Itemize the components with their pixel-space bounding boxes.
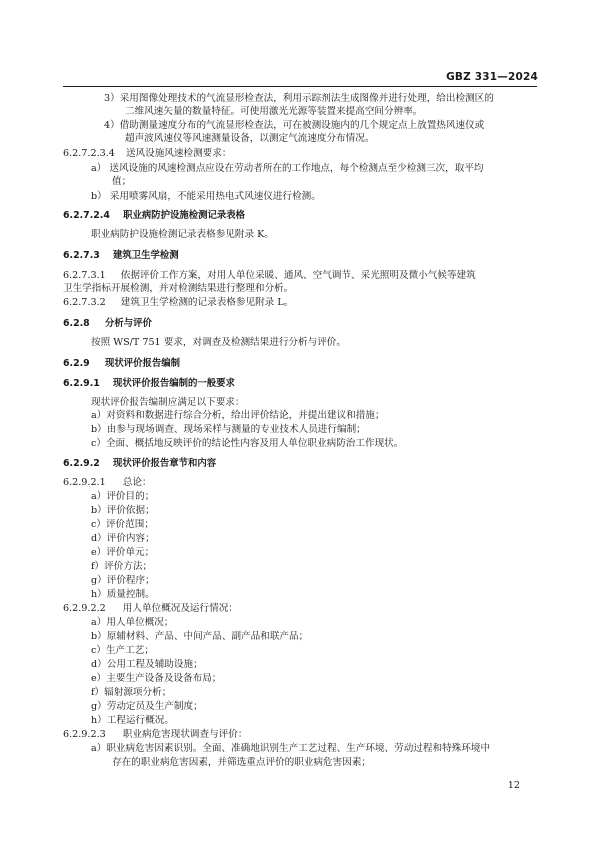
section-title: 分析与评价 bbox=[104, 318, 152, 329]
list-item: f）辐射源项分析； bbox=[91, 687, 172, 698]
list-item: e）主要生产设备及设备布局； bbox=[91, 673, 222, 684]
section-heading bbox=[63, 378, 235, 390]
standard-code: GBZ 331—2024 bbox=[446, 71, 538, 83]
clause-title: 总论： bbox=[122, 477, 152, 488]
list-item: e）评价单元； bbox=[91, 547, 155, 558]
list-item: f）评价方法； bbox=[91, 561, 153, 572]
list-item: a）对资料和数据进行综合分析，给出评价结论，并提出建议和措施； bbox=[91, 410, 385, 421]
list-item: g）评价程序； bbox=[91, 575, 155, 586]
section-number: 6.2.9 bbox=[63, 358, 90, 369]
paragraph: 按照 WS/T 751 要求，对调查及检测结果进行分析与评价。 bbox=[91, 337, 346, 348]
clause-heading bbox=[63, 148, 231, 160]
section-number: 6.2.8 bbox=[63, 318, 90, 329]
clause-number: 6.2.7.2.3.4 bbox=[63, 148, 115, 159]
list-item-continuation: 超声波风速仪等风速测量设备，以测定气流速度分布情况。 bbox=[125, 133, 375, 144]
list-item: b）由参与现场调查、现场采样与测量的专业技术人员进行编制； bbox=[91, 424, 366, 435]
clause-heading bbox=[63, 477, 152, 489]
section-number: 6.2.9.2 bbox=[63, 458, 100, 469]
list-item: c）生产工艺； bbox=[91, 645, 154, 656]
section-heading bbox=[63, 318, 152, 330]
clause-number: 6.2.9.2.3 bbox=[63, 729, 106, 740]
clause-continuation: 卫生学指标开展检测，并对检测结果进行整理和分析。 bbox=[63, 283, 294, 294]
section-number: 6.2.7.2.4 bbox=[63, 210, 110, 221]
section-title: 建筑卫生学检测 bbox=[113, 250, 179, 261]
clause bbox=[63, 270, 476, 282]
clause-title: 用人单位概况及运行情况： bbox=[122, 603, 238, 614]
clause-title: 职业病危害现状调查与评价： bbox=[122, 729, 248, 740]
section-title: 现状评价报告编制 bbox=[104, 358, 180, 369]
section-number: 6.2.7.3 bbox=[63, 250, 100, 261]
list-item-continuation: 二维风速矢量的数量特征。可使用激光光源等装置来提高空间分辨率。 bbox=[125, 106, 423, 117]
clause bbox=[63, 297, 293, 309]
clause-number: 6.2.7.3.2 bbox=[63, 297, 106, 308]
list-item: a）职业病危害因素识别。全面、准确地识别生产工艺过程、生产环境、劳动过程和特殊环境中 bbox=[91, 743, 491, 754]
paragraph: 现状评价报告编制应满足以下要求： bbox=[91, 397, 245, 408]
section-number: 6.2.9.1 bbox=[63, 378, 100, 389]
list-item: a） 送风设施的风速检测点应设在劳动者所在的工作地点，每个检测点至少检测三次，取平均 bbox=[91, 163, 484, 174]
list-item: 3）采用图像处理技术的气流显形检查法，利用示踪剂法生成图像并进行处理，给出检测区的 bbox=[104, 93, 494, 104]
list-item: b）评价依据； bbox=[91, 505, 155, 516]
list-item: h）质量控制。 bbox=[91, 589, 155, 600]
list-item: a）用人单位概况； bbox=[91, 617, 174, 628]
clause-text: 依据评价工作方案，对用人单位采暖、通风、空气调节、采光照明及微小气候等建筑 bbox=[120, 270, 476, 281]
clause-title: 送风设施风速检测要求： bbox=[125, 148, 232, 159]
section-heading bbox=[63, 358, 180, 370]
list-item: b） 采用喷雾风扇，不能采用热电式风速仪进行检测。 bbox=[91, 191, 321, 202]
clause-heading bbox=[63, 603, 238, 615]
page-number: 12 bbox=[507, 780, 520, 791]
list-item: 4）借助测量速度分布的气流显形检查法，可在被测设施内的几个规定点上放置热风速仪或 bbox=[104, 120, 485, 131]
list-item: h）工程运行概况。 bbox=[91, 715, 174, 726]
list-item: c）全面、概括地反映评价的结论性内容及用人单位职业病防治工作现状。 bbox=[91, 438, 404, 449]
section-title: 现状评价报告章节和内容 bbox=[113, 458, 217, 469]
list-item: a）评价目的； bbox=[91, 491, 155, 502]
clause-number: 6.2.9.2.2 bbox=[63, 603, 106, 614]
list-item: b）原辅材料、产品、中间产品、副产品和联产品； bbox=[91, 631, 309, 642]
list-item: g）劳动定员及生产制度； bbox=[91, 701, 203, 712]
list-item: d）公用工程及辅助设施； bbox=[91, 659, 203, 670]
section-title: 现状评价报告编制的一般要求 bbox=[113, 378, 235, 389]
list-item: d）评价内容； bbox=[91, 533, 155, 544]
clause-number: 6.2.7.3.1 bbox=[63, 270, 106, 281]
clause-text: 建筑卫生学检测的记录表格参见附录 L。 bbox=[120, 297, 294, 308]
list-item-continuation: 存在的职业病危害因素，并筛选重点评价的职业病危害因素； bbox=[112, 757, 372, 768]
list-item: c）评价范围； bbox=[91, 519, 154, 530]
clause-number: 6.2.9.2.1 bbox=[63, 477, 106, 488]
section-heading bbox=[63, 250, 179, 262]
clause-heading bbox=[63, 729, 248, 741]
section-heading bbox=[63, 458, 216, 470]
section-heading bbox=[63, 210, 245, 222]
header-rule bbox=[63, 86, 537, 87]
section-title: 职业病防护设施检测记录表格 bbox=[123, 210, 246, 221]
paragraph: 职业病防护设施检测记录表格参见附录 K。 bbox=[91, 229, 274, 240]
list-item-continuation: 值； bbox=[112, 176, 132, 187]
